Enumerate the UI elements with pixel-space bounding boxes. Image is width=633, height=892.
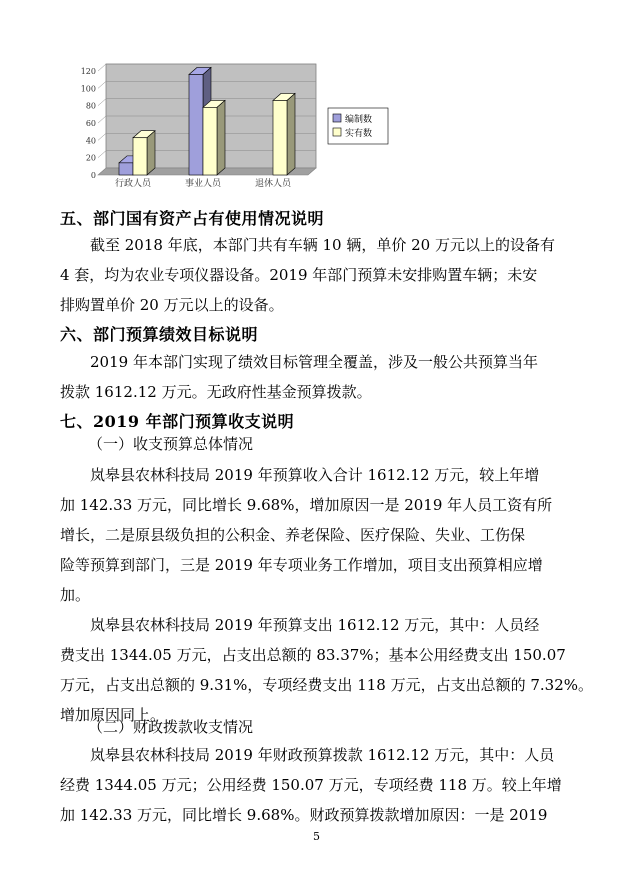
section-heading-assets: 五、部门国有资产占有使用情况说明 [60,209,325,228]
text-line: 加。 [60,586,91,604]
x-tick-label: 事业人员 [184,179,222,189]
text-line: 2019 年本部门实现了绩效目标管理全覆盖，涉及一般公共预算当年 [90,353,538,371]
legend-swatch [333,128,341,136]
subsection-heading-overall [88,429,598,459]
y-tick-label: 20 [85,153,96,163]
x-tick-label: 退休人员 [254,179,292,189]
assets-paragraph [60,230,570,320]
text-line: 增加原因同上。 [60,706,166,724]
text-line: 岚皋县农林科技局 2019 年预算收入合计 1612.12 万元，较上年增 [90,466,540,484]
bar-side [217,100,225,175]
performance-paragraph [60,347,570,407]
text-line: 加 142.33 万元，同比增长 9.68%，增加原因一是 2019 年人员工资有所 [60,496,553,514]
text-line: 截至 2018 年底，本部门共有车辆 10 辆，单价 20 万元以上的设备有 [90,236,555,254]
subsection-title: （一）收支预算总体情况 [88,435,254,453]
bar [133,131,155,175]
bar-front [273,100,287,175]
text-line: 险等预算到部门，三是 2019 年专项业务工作增加，项目支出预算相应增 [60,556,543,574]
legend-label: 实有数 [345,129,373,139]
text-line: 岚皋县农林科技局 2019 年预算支出 1612.12 万元，其中：人员经 [90,616,540,634]
text-line: 经费 1344.05 万元；公用经费 150.07 万元，专项经费 118 万。较上年增 [60,776,562,794]
y-tick-label: 40 [85,136,96,146]
x-tick-label: 行政人员 [114,179,152,189]
bar-front [203,107,217,175]
text-line: 拨款 1612.12 万元。无政府性基金预算拨款。 [60,383,372,401]
legend-label: 编制数 [345,115,373,125]
section-heading-performance: 六、部门预算绩效目标说明 [60,325,259,344]
bar-side [147,131,155,175]
text-line: 排购置单价 20 万元以上的设备。 [60,296,284,314]
text-line: 增长，二是原县级负担的公积金、养老保险、医疗保险、失业、工伤保 [60,526,526,544]
y-tick-label: 100 [80,84,96,94]
y-tick-label: 120 [80,67,96,76]
income-paragraph [60,460,570,610]
text-line: 岚皋县农林科技局 2019 年财政预算拨款 1612.12 万元，其中：人员 [90,746,555,764]
text-line: 万元，占支出总额的 9.31%，专项经费支出 118 万元，占支出总额的 7.32%。 [60,676,594,694]
section-heading-budget: 七、2019 年部门预算收支说明 [60,412,295,431]
bar-front [119,163,133,175]
subsection-title: （二）财政拨款收支情况 [88,718,254,736]
staffing-bar-chart [80,58,416,198]
bar-side [287,93,295,175]
text-line: 加 142.33 万元，同比增长 9.68%。财政预算拨款增加原因：一是 2019 [60,806,548,824]
text-line: 费支出 1344.05 万元，占支出总额的 83.37%；基本公用经费支出 150.07 [60,646,566,664]
y-tick-label: 0 [90,171,96,180]
subsection-heading-fiscal [88,712,598,742]
y-tick-label: 60 [85,119,96,128]
chart-legend [328,108,388,144]
y-tick-label: 80 [85,101,96,111]
bar-front [133,138,147,175]
bar [203,100,225,175]
text-line: 4 套，均为农业专项仪器设备。2019 年部门预算未安排购置车辆；未安 [60,266,538,284]
bar [273,93,295,175]
legend-swatch [333,114,341,122]
page-number: 5 [313,830,320,843]
bar-front [189,74,203,175]
fiscal-paragraph [60,740,570,830]
